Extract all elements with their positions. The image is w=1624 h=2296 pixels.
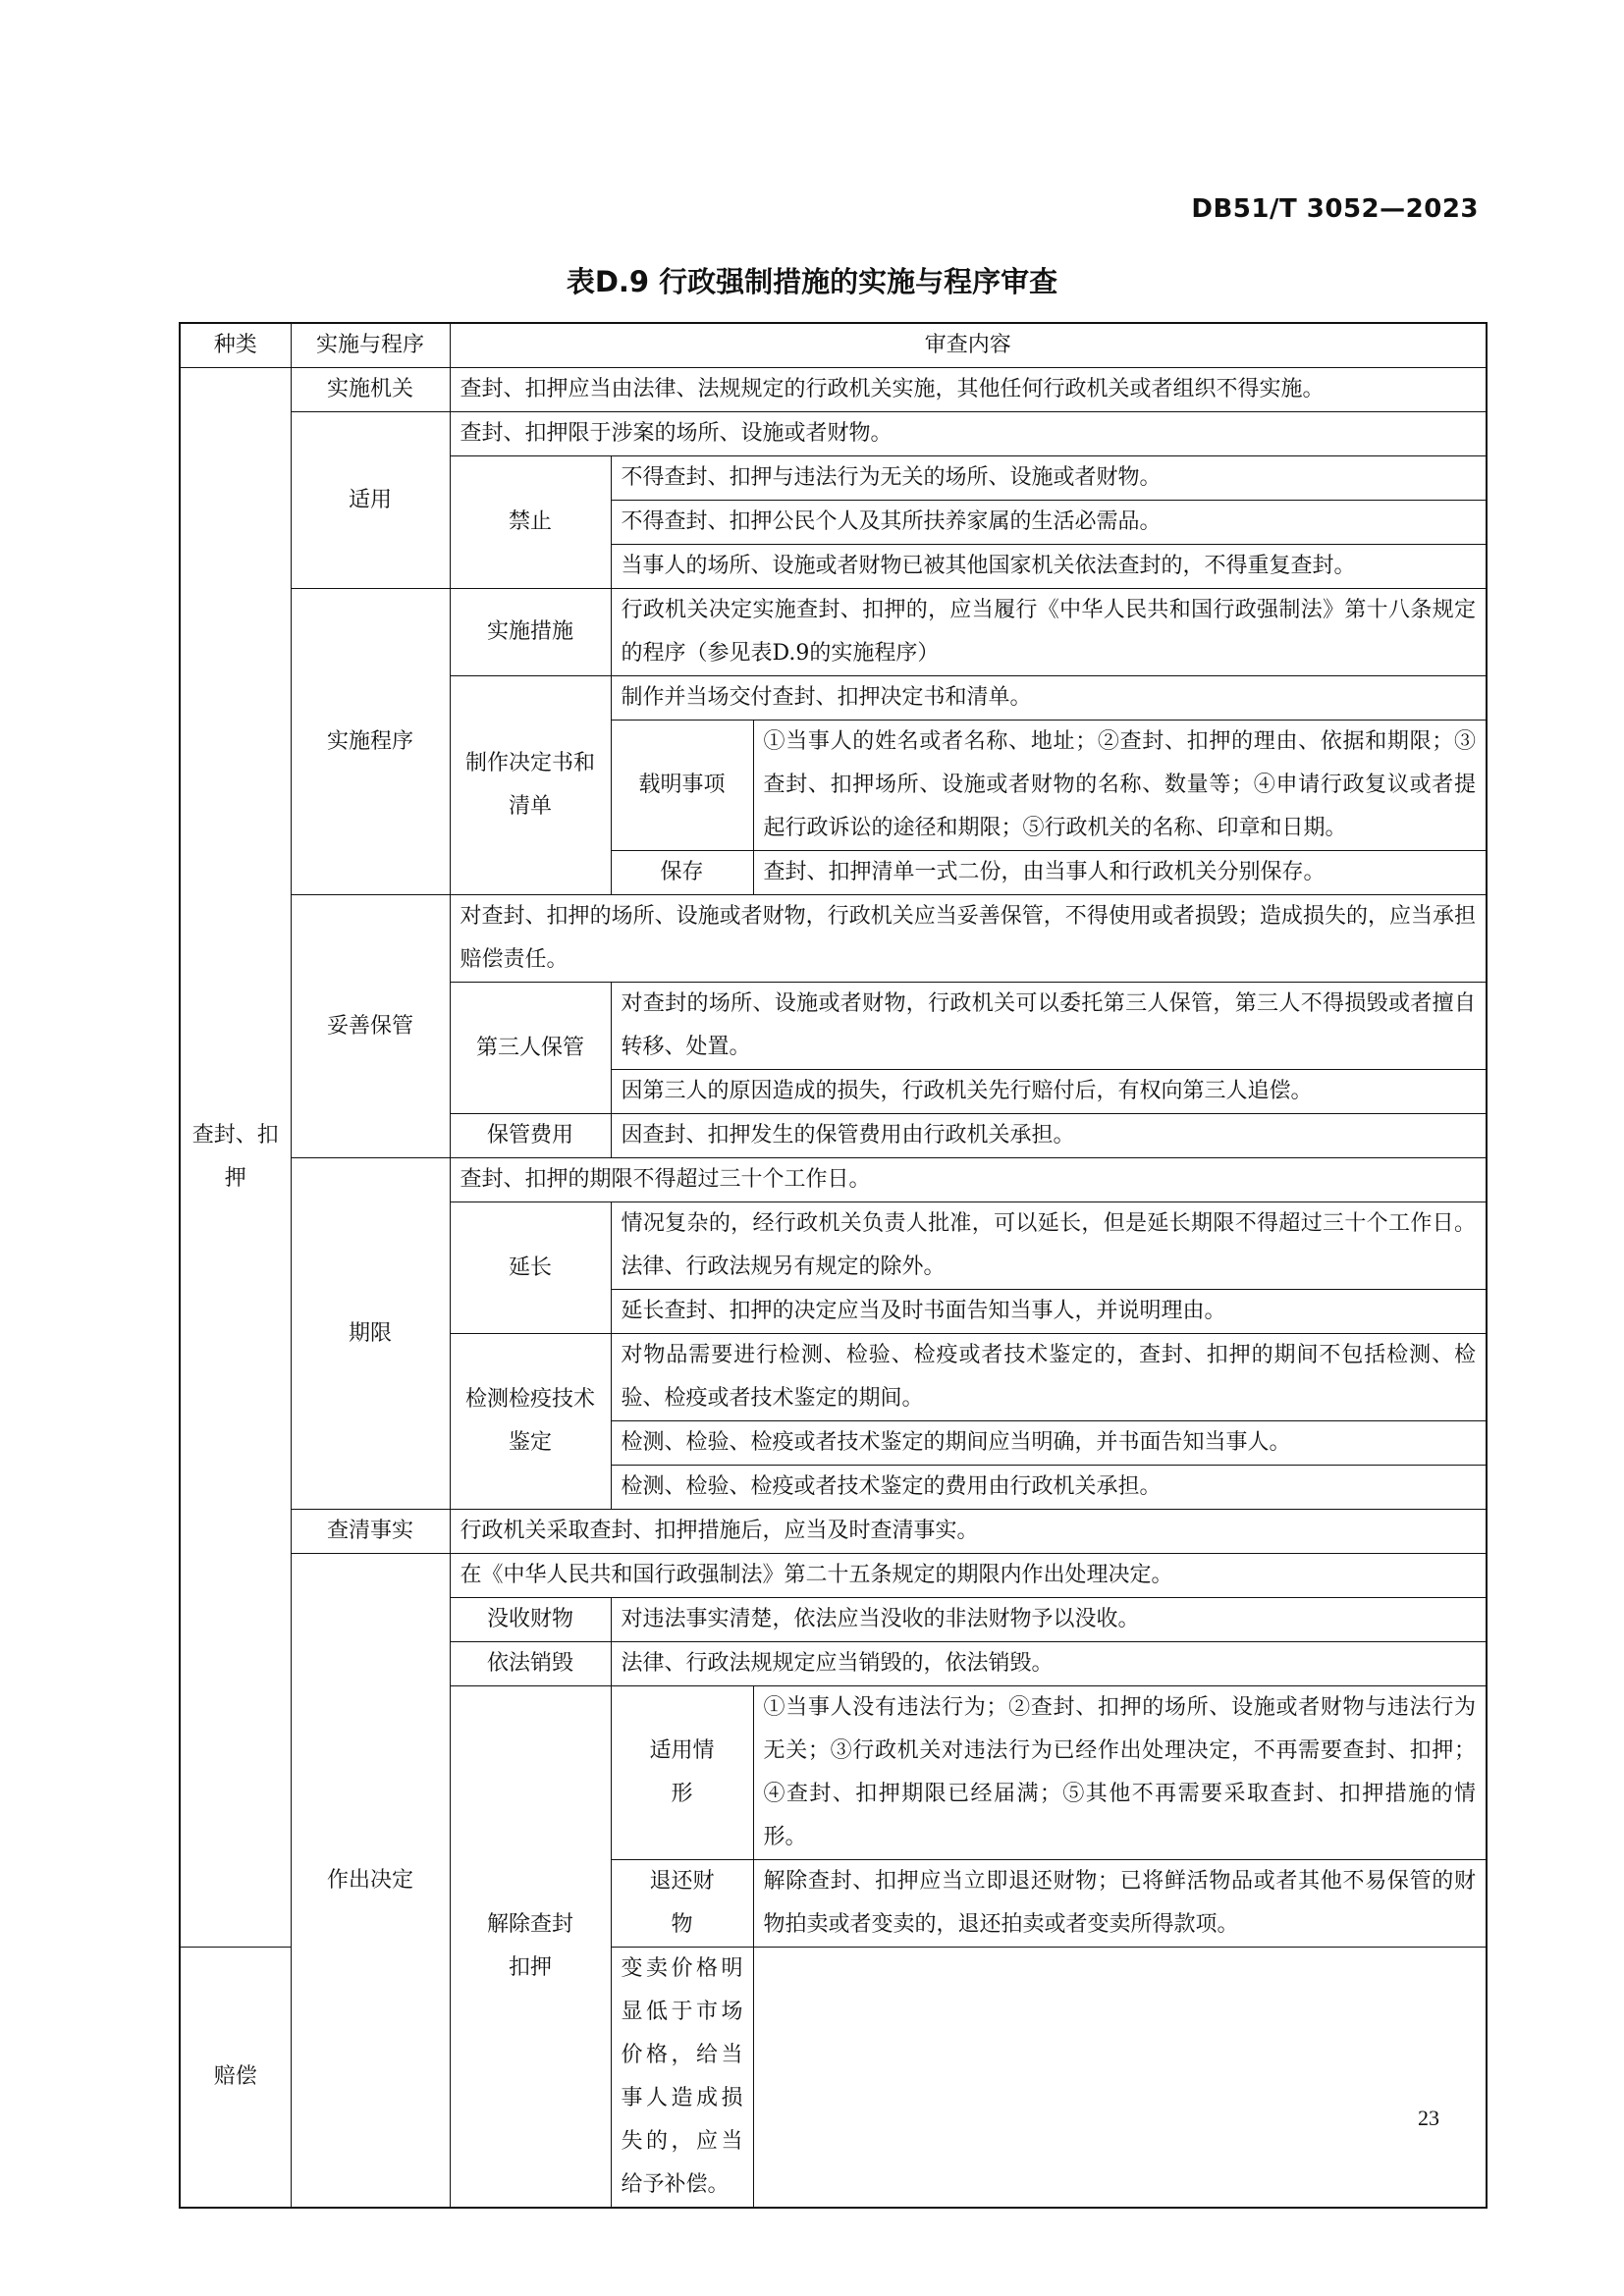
table-row: [180, 412, 1487, 456]
cell-text: 检测、检验、检疫或者技术鉴定的期间应当明确，并书面告知当事人。: [611, 1421, 1487, 1466]
cell-text: 行政机关采取查封、扣押措施后，应当及时查清事实。: [450, 1510, 1487, 1554]
cell-text: ①当事人没有违法行为；②查封、扣押的场所、设施或者财物与违法行为无关；③行政机关对违法行为已经作出处理决定，不再需要查封、扣押；④查封、扣押期限已经届满；⑤其他不再需要采取查封、扣押措施的情形。: [753, 1686, 1487, 1860]
sub-label-decision: 制作决定书和清单: [450, 676, 611, 895]
cell-text: 对查封、扣押的场所、设施或者财物，行政机关应当妥善保管，不得使用或者损毁；造成损失的，应当承担赔偿责任。: [450, 895, 1487, 983]
cell-text: 检测、检验、检疫或者技术鉴定的费用由行政机关承担。: [611, 1466, 1487, 1510]
cell-text: 变卖价格明显低于市场价格，给当事人造成损失的，应当给予补偿。: [611, 1948, 753, 2209]
cell-text: 对违法事实清楚，依法应当没收的非法财物予以没收。: [611, 1598, 1487, 1642]
sub-label-measures: 实施措施: [450, 589, 611, 676]
row-label-decision-making: 作出决定: [291, 1554, 450, 2209]
table-row: [180, 1510, 1487, 1554]
sub-label-compensation: 赔偿: [180, 1948, 291, 2209]
table-title: 表D.9 行政强制措施的实施与程序审查: [566, 265, 1058, 298]
row-label-safekeeping: 妥善保管: [291, 895, 450, 1158]
table-header-row: [180, 323, 1487, 368]
standard-code: DB51/T 3052—2023: [1191, 194, 1479, 224]
sub-label-return-property: 退还财物: [611, 1860, 753, 1948]
cell-text: 延长查封、扣押的决定应当及时书面告知当事人，并说明理由。: [611, 1290, 1487, 1334]
row-label-fact-finding: 查清事实: [291, 1510, 450, 1554]
page-number: 23: [1418, 2106, 1439, 2130]
header-kind: 种类: [180, 323, 291, 368]
sub-label-fees: 保管费用: [450, 1114, 611, 1158]
cell-text: 不得查封、扣押公民个人及其所扶养家属的生活必需品。: [611, 501, 1487, 545]
sub-label-applicable: 适用情形: [611, 1686, 753, 1860]
cell-text: ①当事人的姓名或者名称、地址；②查封、扣押的理由、依据和期限；③查封、扣押场所、设施或者财物的名称、数量等；④申请行政复议或者提起行政诉讼的途径和期限；⑤行政机关的名称、印章和日期。: [753, 721, 1487, 851]
sub-label-retention: 保存: [611, 851, 753, 895]
sub-label-destruction: 依法销毁: [450, 1642, 611, 1686]
review-table: [179, 322, 1488, 2209]
sub-label-extension: 延长: [450, 1202, 611, 1334]
cell-text: 在《中华人民共和国行政强制法》第二十五条规定的期限内作出处理决定。: [450, 1554, 1487, 1598]
cell-text: 查封、扣押限于涉案的场所、设施或者财物。: [450, 412, 1487, 456]
row-label-procedure: 实施程序: [291, 589, 450, 895]
table-row: [180, 368, 1487, 412]
cell-text: 查封、扣押清单一式二份，由当事人和行政机关分别保存。: [753, 851, 1487, 895]
cell-text: 当事人的场所、设施或者财物已被其他国家机关依法查封的，不得重复查封。: [611, 545, 1487, 589]
sub-label-stated-items: 载明事项: [611, 721, 753, 851]
header-procedure: 实施与程序: [291, 323, 450, 368]
category-cell: 查封、扣押: [180, 368, 291, 1948]
sub-label-third-party: 第三人保管: [450, 983, 611, 1114]
cell-text: 因查封、扣押发生的保管费用由行政机关承担。: [611, 1114, 1487, 1158]
cell-text: 对查封的场所、设施或者财物，行政机关可以委托第三人保管，第三人不得损毁或者擅自转移、处置。: [611, 983, 1487, 1070]
cell-text: 查封、扣押的期限不得超过三十个工作日。: [450, 1158, 1487, 1202]
cell-text: 制作并当场交付查封、扣押决定书和清单。: [611, 676, 1487, 721]
cell-text: 查封、扣押应当由法律、法规规定的行政机关实施，其他任何行政机关或者组织不得实施。: [450, 368, 1487, 412]
cell-text: 对物品需要进行检测、检验、检疫或者技术鉴定的，查封、扣押的期间不包括检测、检验、检疫或者技术鉴定的期间。: [611, 1334, 1487, 1421]
cell-text: 行政机关决定实施查封、扣押的，应当履行《中华人民共和国行政强制法》第十八条规定的程序（参见表D.9的实施程序）: [611, 589, 1487, 676]
table-row: [180, 1554, 1487, 1598]
cell-text: 解除查封、扣押应当立即退还财物；已将鲜活物品或者其他不易保管的财物拍卖或者变卖的，退还拍卖或者变卖所得款项。: [753, 1860, 1487, 1948]
cell-text: 情况复杂的，经行政机关负责人批准，可以延长，但是延长期限不得超过三十个工作日。法律、行政法规另有规定的除外。: [611, 1202, 1487, 1290]
cell-text: 因第三人的原因造成的损失，行政机关先行赔付后，有权向第三人追偿。: [611, 1070, 1487, 1114]
row-label-term: 期限: [291, 1158, 450, 1510]
sub-label-release: 解除查封扣押: [450, 1686, 611, 2209]
table-row: [180, 1158, 1487, 1202]
row-label-authority: 实施机关: [291, 368, 450, 412]
header-content: 审查内容: [450, 323, 1487, 368]
sub-label-confiscation: 没收财物: [450, 1598, 611, 1642]
cell-text: 不得查封、扣押与违法行为无关的场所、设施或者财物。: [611, 456, 1487, 501]
row-label-applicability: 适用: [291, 412, 450, 589]
sub-label-prohibition: 禁止: [450, 456, 611, 589]
cell-text: 法律、行政法规规定应当销毁的，依法销毁。: [611, 1642, 1487, 1686]
sub-label-inspection: 检测检疫技术鉴定: [450, 1334, 611, 1510]
